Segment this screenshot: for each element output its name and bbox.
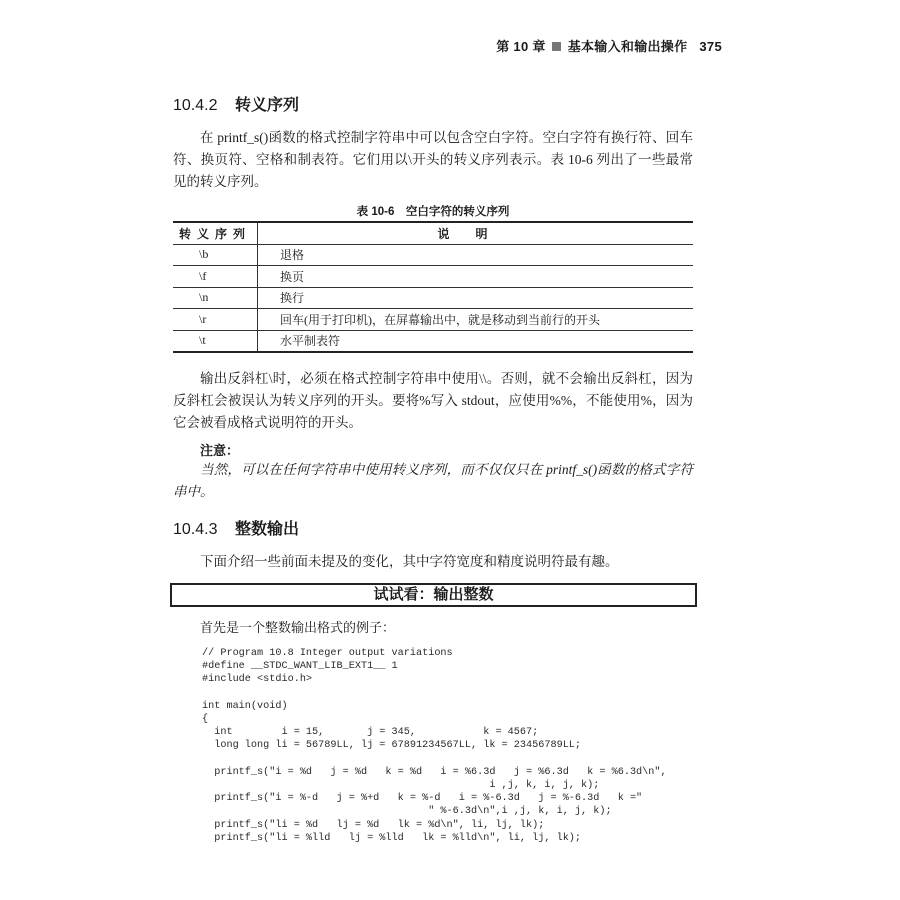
- section-title: 整数输出: [235, 521, 300, 538]
- table-row: [173, 287, 693, 309]
- table-header-row: [173, 222, 693, 244]
- description-cell: 退格: [258, 244, 694, 266]
- code-line: #define __STDC_WANT_LIB_EXT1__ 1: [202, 661, 398, 673]
- code-line: printf_s("li = %d lj = %d lk = %d\n", li, lj, lk);: [202, 819, 545, 831]
- code-line: long long li = 56789LL, lj = 67891234567LL, lk = 23456789LL;: [202, 740, 582, 752]
- backslash-paragraph: 输出反斜杠\时，必须在格式控制字符串中使用\\。否则，就不会输出反斜杠，因为反斜杠会被误认为转义序列的开头。要将%写入 stdout，应使用%%，不能使用%，因为它会被看成格式说明符的开头。: [173, 371, 693, 430]
- code-line: " %-6.3d\n",i ,j, k, i, j, k);: [202, 806, 612, 818]
- table-caption: 表 10-6 空白字符的转义序列: [356, 206, 510, 218]
- table-row: [173, 330, 693, 352]
- escape-sequence-cell: \r: [173, 309, 258, 331]
- column-header-sequence: 转义序列: [173, 222, 258, 244]
- code-line: printf_s("i = %-d j = %+d k = %-d i = %-6.3d j = %-6.3d k =": [202, 793, 643, 805]
- code-line: i ,j, k, i, j, k);: [202, 780, 600, 792]
- code-line: printf_s("li = %lld lj = %lld lk = %lld\n", li, lj, lk);: [202, 832, 582, 844]
- code-line: {: [202, 714, 209, 726]
- escape-sequence-intro-paragraph: 在 printf_s()函数的格式控制字符串中可以包含空白字符。空白字符有换行符、回车符、换页符、空格和制表符。它们用以\开头的转义序列表示。表 10-6 列出了一些最常见的转义序列。: [173, 130, 693, 189]
- note-label: 注意：: [200, 443, 240, 458]
- code-line: // Program 10.8 Integer output variations: [202, 648, 453, 659]
- section-heading-10-4-2: [173, 92, 299, 115]
- section-title: 转义序列: [235, 97, 300, 114]
- description-cell: 水平制表符: [258, 330, 694, 352]
- square-bullet-icon: [552, 42, 561, 51]
- escape-sequence-cell: \t: [173, 330, 258, 352]
- code-line: int i = 15, j = 345, k = 4567;: [202, 727, 539, 739]
- code-line: int main(void): [202, 700, 288, 712]
- description-cell: 回车(用于打印机)，在屏幕输出中，就是移动到当前行的开头: [258, 309, 694, 331]
- note-body: 当然，可以在任何字符串中使用转义序列，而不仅仅只在 printf_s()函数的格式字符串中。: [173, 462, 693, 499]
- escape-sequence-cell: \f: [173, 266, 258, 288]
- section-number: 10.4.2: [173, 97, 218, 114]
- section-heading-10-4-3: [173, 516, 299, 539]
- integer-output-intro-paragraph: 下面介绍一些前面未提及的变化，其中字符宽度和精度说明符最有趣。: [200, 554, 619, 569]
- code-listing: [202, 647, 667, 845]
- escape-sequence-cell: \b: [173, 244, 258, 266]
- escape-sequence-cell: \n: [173, 287, 258, 309]
- chapter-title: 基本输入和输出操作: [567, 39, 688, 54]
- table-row: [173, 309, 693, 331]
- code-line: printf_s("i = %d j = %d k = %d i = %6.3d j = %6.3d k = %6.3d\n",: [202, 766, 667, 778]
- running-head: [496, 36, 722, 55]
- page-number: 375: [699, 39, 722, 54]
- section-number: 10.4.3: [173, 521, 218, 538]
- escape-sequence-table: [173, 221, 693, 353]
- column-header-description: 说明: [258, 222, 694, 244]
- try-it-intro: 首先是一个整数输出格式的例子：: [200, 620, 396, 635]
- table-row: [173, 244, 693, 266]
- chapter-label: 第 10 章: [496, 39, 546, 54]
- try-it-box-title: 试试看：输出整数: [170, 583, 697, 607]
- code-line: #include <stdio.h>: [202, 674, 313, 686]
- table-row: [173, 266, 693, 288]
- description-cell: 换页: [258, 266, 694, 288]
- description-cell: 换行: [258, 287, 694, 309]
